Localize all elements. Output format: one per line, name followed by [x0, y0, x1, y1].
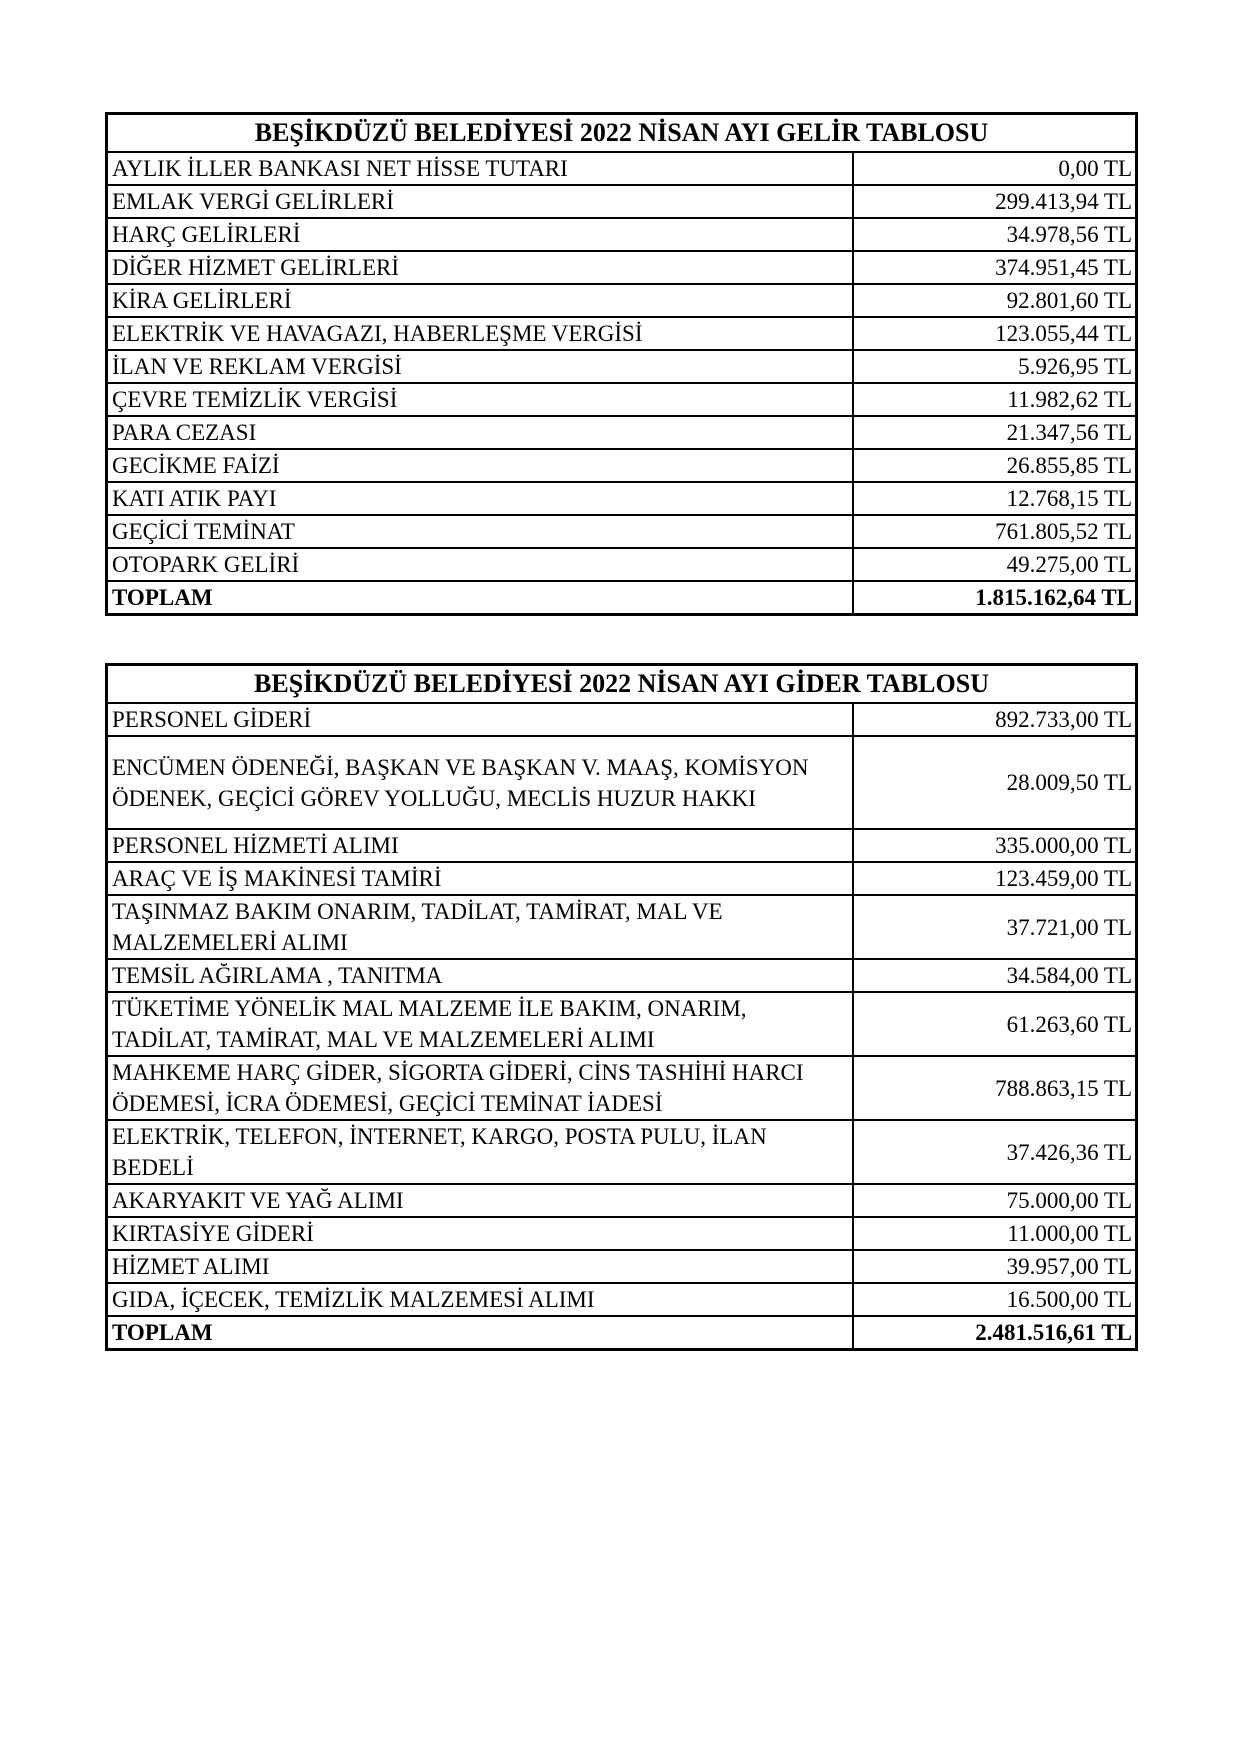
- income-item-label: HARÇ GELİRLERİ: [107, 218, 853, 251]
- expense-total-row: [107, 1316, 1137, 1350]
- income-table: [105, 112, 1138, 616]
- income-item-amount: 299.413,94 TL: [853, 185, 1137, 218]
- expense-item-amount: 123.459,00 TL: [853, 862, 1137, 895]
- table-row: [107, 350, 1137, 383]
- income-item-label: DİĞER HİZMET GELİRLERİ: [107, 251, 853, 284]
- expense-total-amount: 2.481.516,61 TL: [853, 1316, 1137, 1350]
- income-item-amount: 374.951,45 TL: [853, 251, 1137, 284]
- expense-item-amount: 39.957,00 TL: [853, 1250, 1137, 1283]
- expense-item-label: ARAÇ VE İŞ MAKİNESİ TAMİRİ: [107, 862, 853, 895]
- expense-item-amount: 335.000,00 TL: [853, 829, 1137, 862]
- income-item-amount: 11.982,62 TL: [853, 383, 1137, 416]
- expense-item-amount: 16.500,00 TL: [853, 1283, 1137, 1316]
- expense-item-amount: 788.863,15 TL: [853, 1056, 1137, 1120]
- table-row: [107, 482, 1137, 515]
- income-item-label: PARA CEZASI: [107, 416, 853, 449]
- income-item-amount: 5.926,95 TL: [853, 350, 1137, 383]
- expense-item-amount: 34.584,00 TL: [853, 959, 1137, 992]
- income-item-amount: 123.055,44 TL: [853, 317, 1137, 350]
- table-row: [107, 548, 1137, 581]
- table-row: [107, 185, 1137, 218]
- income-title-row: [107, 114, 1137, 153]
- income-item-label: KATI ATIK PAYI: [107, 482, 853, 515]
- expense-item-amount: 75.000,00 TL: [853, 1184, 1137, 1217]
- table-row: [107, 218, 1137, 251]
- table-row: [107, 1184, 1137, 1217]
- income-item-label: EMLAK VERGİ GELİRLERİ: [107, 185, 853, 218]
- income-item-label: GEÇİCİ TEMİNAT: [107, 515, 853, 548]
- table-row: [107, 992, 1137, 1056]
- expense-item-label: TEMSİL AĞIRLAMA , TANITMA: [107, 959, 853, 992]
- income-item-amount: 26.855,85 TL: [853, 449, 1137, 482]
- table-row: [107, 895, 1137, 959]
- expense-item-amount: 37.426,36 TL: [853, 1120, 1137, 1184]
- table-row: [107, 383, 1137, 416]
- expense-item-label: TÜKETİME YÖNELİK MAL MALZEME İLE BAKIM, ONARIM, TADİLAT, TAMİRAT, MAL VE MALZEMELERİ ALIMI: [107, 992, 853, 1056]
- income-item-amount: 92.801,60 TL: [853, 284, 1137, 317]
- table-row: [107, 703, 1137, 736]
- table-row: [107, 449, 1137, 482]
- table-row: [107, 152, 1137, 185]
- table-row: [107, 1056, 1137, 1120]
- expense-item-label: PERSONEL HİZMETİ ALIMI: [107, 829, 853, 862]
- table-row: [107, 959, 1137, 992]
- expense-item-amount: 11.000,00 TL: [853, 1217, 1137, 1250]
- expense-item-label: AKARYAKIT VE YAĞ ALIMI: [107, 1184, 853, 1217]
- expense-item-label: TAŞINMAZ BAKIM ONARIM, TADİLAT, TAMİRAT, MAL VE MALZEMELERİ ALIMI: [107, 895, 853, 959]
- expense-table: [105, 663, 1138, 1351]
- income-item-label: AYLIK İLLER BANKASI NET HİSSE TUTARI: [107, 152, 853, 185]
- table-row: [107, 829, 1137, 862]
- table-row: [107, 1120, 1137, 1184]
- income-item-label: ELEKTRİK VE HAVAGAZI, HABERLEŞME VERGİSİ: [107, 317, 853, 350]
- income-item-amount: 21.347,56 TL: [853, 416, 1137, 449]
- expense-item-amount: 61.263,60 TL: [853, 992, 1137, 1056]
- table-row: [107, 416, 1137, 449]
- expense-item-label: ELEKTRİK, TELEFON, İNTERNET, KARGO, POSTA PULU, İLAN BEDELİ: [107, 1120, 853, 1184]
- income-item-amount: 34.978,56 TL: [853, 218, 1137, 251]
- expense-item-label: HİZMET ALIMI: [107, 1250, 853, 1283]
- expense-item-label: GIDA, İÇECEK, TEMİZLİK MALZEMESİ ALIMI: [107, 1283, 853, 1316]
- expense-item-amount: 28.009,50 TL: [853, 736, 1137, 829]
- income-total-amount: 1.815.162,64 TL: [853, 581, 1137, 615]
- income-item-label: KİRA GELİRLERİ: [107, 284, 853, 317]
- table-row: [107, 1250, 1137, 1283]
- table-row: [107, 736, 1137, 829]
- expense-total-label: TOPLAM: [107, 1316, 853, 1350]
- income-table-title: BEŞİKDÜZÜ BELEDİYESİ 2022 NİSAN AYI GELİR TABLOSU: [107, 114, 1137, 153]
- income-item-label: OTOPARK GELİRİ: [107, 548, 853, 581]
- expense-item-label: PERSONEL GİDERİ: [107, 703, 853, 736]
- expense-item-amount: 892.733,00 TL: [853, 703, 1137, 736]
- expense-item-label: ENCÜMEN ÖDENEĞİ, BAŞKAN VE BAŞKAN V. MAAŞ, KOMİSYON ÖDENEK, GEÇİCİ GÖREV YOLLUĞU, MECLİS HUZUR HAKKI: [107, 736, 853, 829]
- income-item-label: GECİKME FAİZİ: [107, 449, 853, 482]
- income-item-amount: 0,00 TL: [853, 152, 1137, 185]
- table-row: [107, 515, 1137, 548]
- table-row: [107, 284, 1137, 317]
- expense-item-amount: 37.721,00 TL: [853, 895, 1137, 959]
- expense-item-label: MAHKEME HARÇ GİDER, SİGORTA GİDERİ, CİNS TASHİHİ HARCI ÖDEMESİ, İCRA ÖDEMESİ, GEÇİCİ TEMİNAT İADESİ: [107, 1056, 853, 1120]
- expense-title-row: [107, 665, 1137, 704]
- table-row: [107, 317, 1137, 350]
- income-total-label: TOPLAM: [107, 581, 853, 615]
- income-item-amount: 761.805,52 TL: [853, 515, 1137, 548]
- expense-item-label: KIRTASİYE GİDERİ: [107, 1217, 853, 1250]
- table-row: [107, 1217, 1137, 1250]
- income-item-label: İLAN VE REKLAM VERGİSİ: [107, 350, 853, 383]
- income-item-label: ÇEVRE TEMİZLİK VERGİSİ: [107, 383, 853, 416]
- income-total-row: [107, 581, 1137, 615]
- table-row: [107, 862, 1137, 895]
- expense-table-title: BEŞİKDÜZÜ BELEDİYESİ 2022 NİSAN AYI GİDER TABLOSU: [107, 665, 1137, 704]
- table-row: [107, 1283, 1137, 1316]
- table-row: [107, 251, 1137, 284]
- income-item-amount: 49.275,00 TL: [853, 548, 1137, 581]
- income-item-amount: 12.768,15 TL: [853, 482, 1137, 515]
